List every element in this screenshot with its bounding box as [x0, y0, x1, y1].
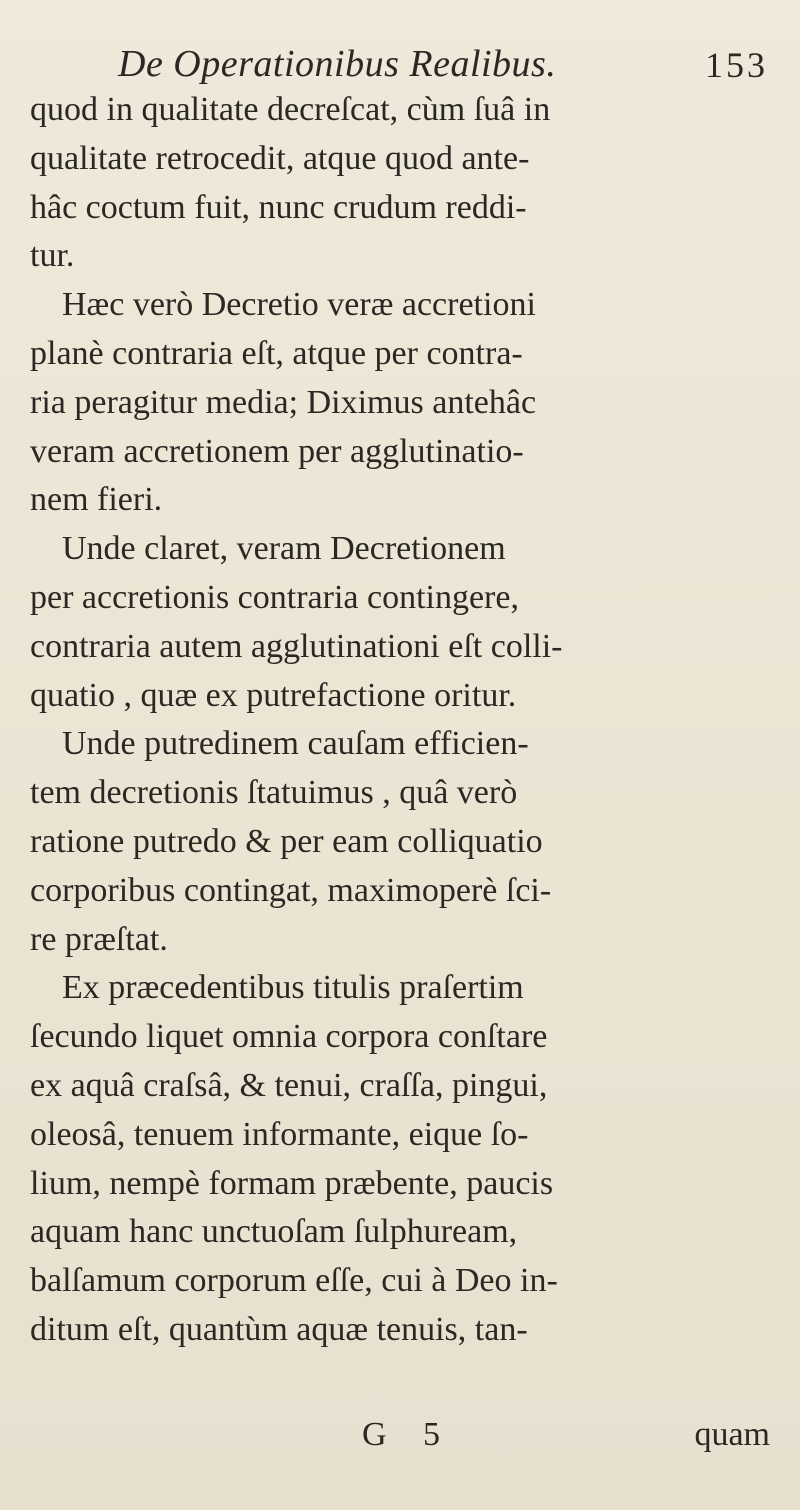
page-number: 153	[705, 45, 768, 85]
text-line: ſecundo liquet omnia corpora conſtare	[30, 1018, 548, 1056]
running-title: De Operationibus Realibus.	[118, 43, 557, 85]
text-line: veram accretionem per agglutinatio-	[30, 432, 524, 470]
text-line: qualitate retrocedit, atque quod ante-	[30, 139, 530, 177]
text-line: per accretionis contraria contingere,	[30, 578, 519, 616]
text-line: oleosâ, tenuem informante, eique ſo-	[30, 1115, 529, 1153]
body-text	[30, 86, 770, 1355]
text-line: aquam hanc unctuoſam ſulphuream,	[30, 1213, 518, 1251]
text-line: re præſtat.	[30, 920, 168, 958]
text-line: tur.	[30, 237, 75, 275]
text-line: ex aquâ craſsâ, & tenui, craſſa, pingui,	[30, 1066, 548, 1104]
signature-mark: G 5	[362, 1416, 455, 1453]
text-line: Hæc verò Decretio veræ accretioni	[62, 286, 536, 324]
running-header	[118, 42, 768, 92]
text-line: Unde putredinem cauſam efficien-	[62, 725, 529, 763]
text-line: Ex præcedentibus titulis praſertim	[62, 969, 524, 1007]
text-line: planè contraria eſt, atque per contra-	[30, 334, 523, 372]
text-line: tem decretionis ſtatuimus , quâ verò	[30, 774, 518, 812]
text-line: ria peragitur media; Diximus antehâc	[30, 383, 537, 421]
text-line: ratione putredo & per eam colliquatio	[30, 822, 543, 860]
text-line: Unde claret, veram Decretionem	[62, 530, 506, 568]
text-line: contraria autem agglutinationi eſt colli-	[30, 627, 563, 665]
text-line: hâc coctum fuit, nunc crudum reddi-	[30, 188, 527, 226]
text-line: balſamum corporum eſſe, cui à Deo in-	[30, 1262, 558, 1300]
catchword: quam	[694, 1416, 770, 1453]
text-line: lium, nempè formam præbente, paucis	[30, 1164, 554, 1202]
text-line: quatio , quæ ex putrefactione oritur.	[30, 676, 517, 714]
text-line: quod in qualitate decreſcat, cùm ſuâ in	[30, 91, 551, 128]
text-line: ditum eſt, quantùm aquæ tenuis, tan-	[30, 1310, 528, 1348]
text-line: corporibus contingat, maximoperè ſci-	[30, 871, 552, 909]
text-line: nem fieri.	[30, 481, 163, 519]
page-footer	[30, 1416, 770, 1466]
